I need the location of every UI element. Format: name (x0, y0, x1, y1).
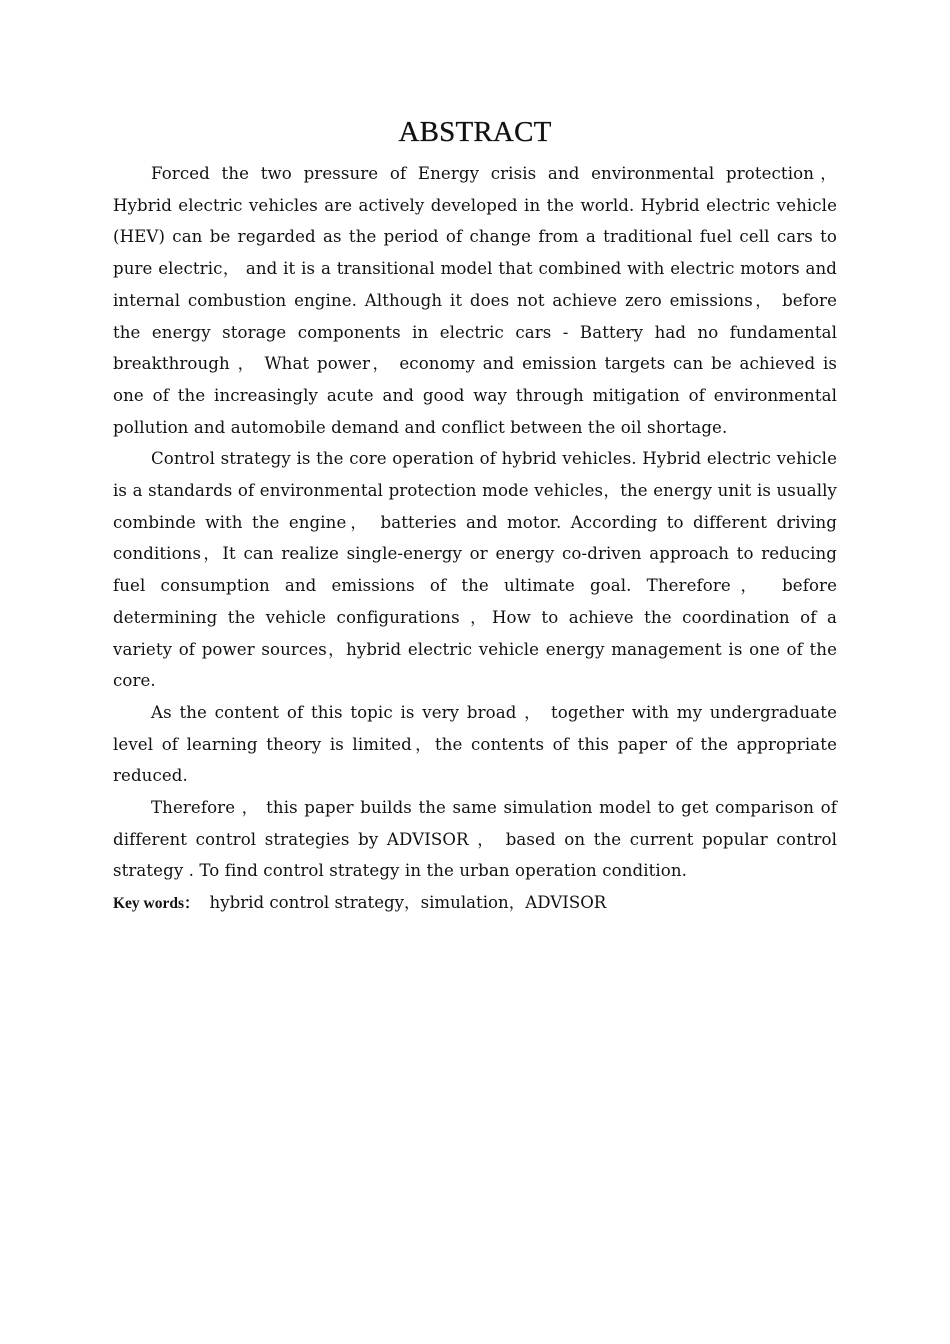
page-title: ABSTRACT (398, 116, 552, 148)
abstract-paragraph-2: Control strategy is the core operation of hybrid vehicles. Hybrid electric vehicle is a standards of environmental protection mode vehicles，the energy unit is usually combinde with the engine， batteries and motor. According to different driving conditions，It can realize single-energy or energy co-driven approach to reducing fuel consumption and emissions of the ultimate goal. Therefore， before determining the vehicle configurations ，How to achieve the coordination of a variety of power sources，hybrid electric vehicle energy management is one of the core. (113, 449, 837, 691)
abstract-paragraph-4: Therefore ， this paper builds the same simulation model to get comparison of different control strategies by ADVISOR ， based on the current popular control strategy . To find control strategy in the urban operation condition. (113, 798, 837, 881)
abstract-paragraph-1: Forced the two pressure of Energy crisis and environmental protection， Hybrid electric vehicles are actively developed in the world. Hybrid electric vehicle (HEV) can be regarded as the period of change from a traditional fuel cell cars to pure electric， and it is a transitional model that combined with electric motors and internal combustion engine. Although it does not achieve zero emissions， before the energy storage components in electric cars - Battery had no fundamental breakthrough ， What power， economy and emission targets can be achieved is one of the increasingly acute and good way through mitigation of environmental pollution and automobile demand and conflict between the oil shortage. (113, 164, 837, 437)
abstract-page (113, 112, 837, 920)
keywords-line (113, 887, 837, 920)
abstract-paragraph-3: As the content of this topic is very broad ， together with my undergraduate level of learning theory is limited，the contents of this paper of the appropriate reduced. (113, 702, 837, 786)
keywords-label: Key words： (113, 895, 200, 913)
keywords-value: hybrid control strategy，simulation，ADVISOR (209, 893, 607, 913)
